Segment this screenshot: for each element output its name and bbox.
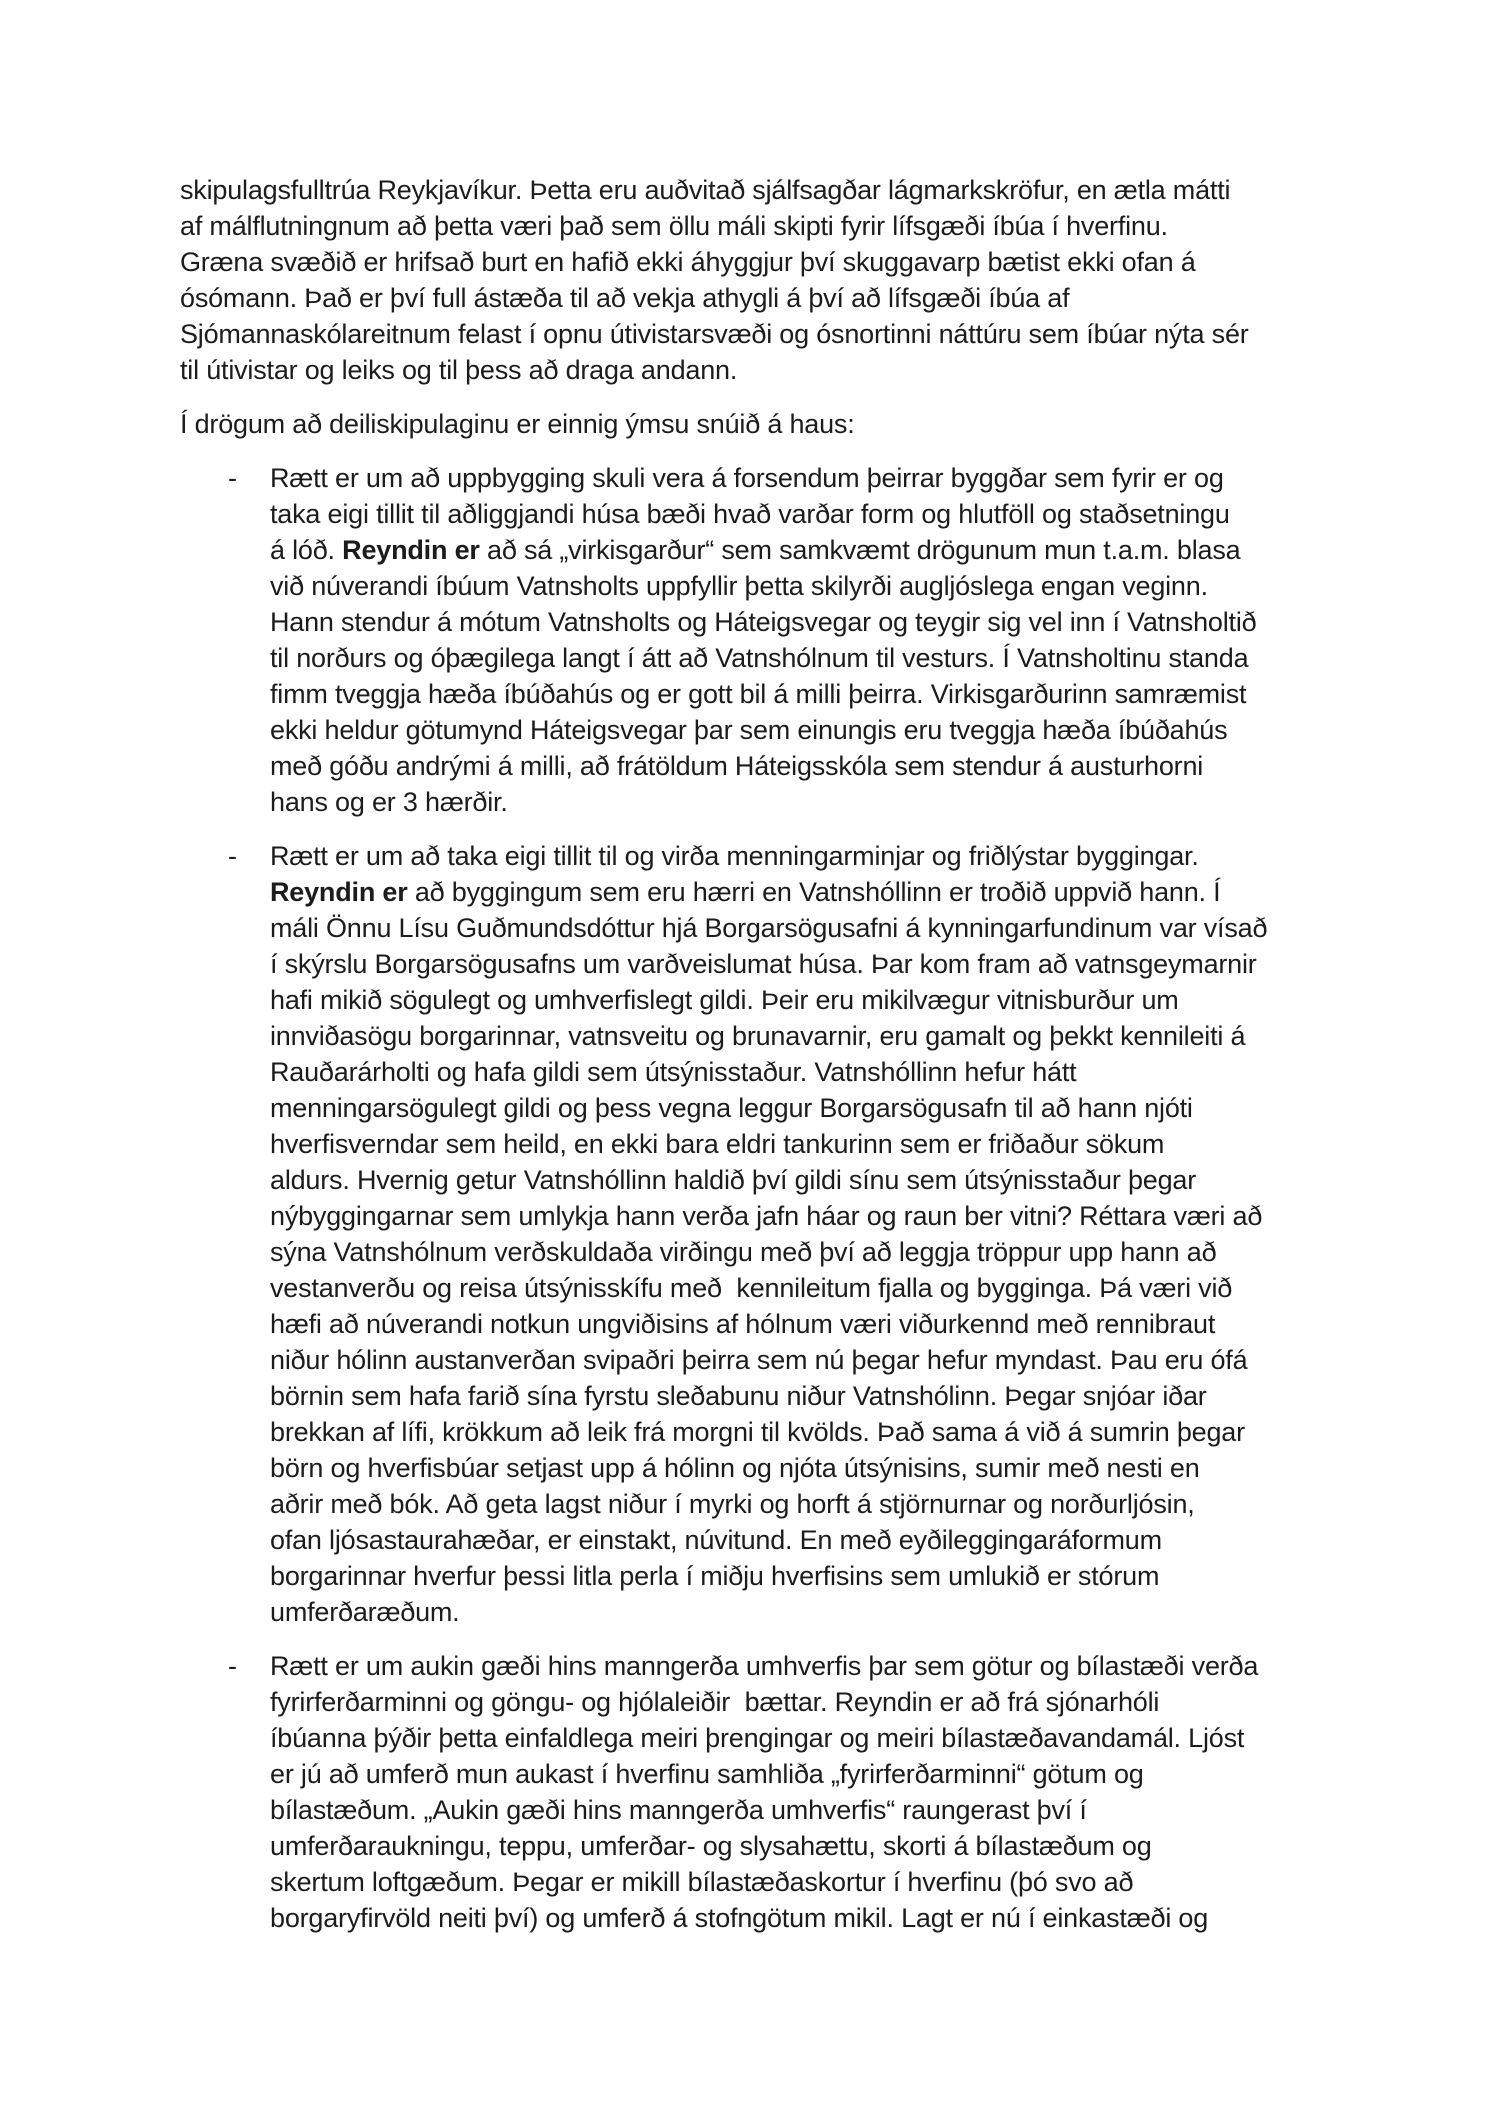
text-segment: íbúanna þýðir þetta einfaldlega meiri þrengingar og meiri bílastæðavandamál. Ljóst — [270, 1723, 1245, 1753]
text-line — [270, 946, 1390, 982]
text-line — [270, 676, 1390, 712]
text-line — [270, 1450, 1390, 1486]
text-segment: borgarinnar hverfur þessi litla perla í miðju hverfisins sem umlukið er stórum — [270, 1561, 1160, 1591]
text-segment: ofan ljósastaurahæðar, er einstakt, núvitund. En með eyðileggingaráformum — [270, 1525, 1162, 1555]
text-line — [180, 244, 1390, 280]
text-line — [270, 982, 1390, 1018]
text-segment: Græna svæðið er hrifsað burt en hafið ekki áhyggjur því skuggavarp bætist ekki ofan á — [180, 247, 1196, 277]
text-line — [270, 1378, 1390, 1414]
paragraph — [180, 406, 1390, 442]
text-segment: börnin sem hafa farið sína fyrstu sleðabunu niður Vatnshólinn. Þegar snjóar iðar — [270, 1381, 1207, 1411]
text-line — [270, 1054, 1390, 1090]
text-segment: Rætt er um að uppbygging skuli vera á forsendum þeirrar byggðar sem fyrir er og — [270, 463, 1224, 493]
text-line — [270, 1198, 1390, 1234]
text-line — [270, 1162, 1390, 1198]
bold-text: Reyndin er — [270, 877, 408, 907]
text-line — [270, 1414, 1390, 1450]
bullet-item — [180, 460, 1390, 820]
text-line — [270, 1090, 1390, 1126]
text-line — [270, 1828, 1390, 1864]
text-line — [270, 1594, 1390, 1630]
text-segment: Rauðarárholti og hafa gildi sem útsýnisstaður. Vatnshóllinn hefur hátt — [270, 1057, 1077, 1087]
text-line — [270, 1756, 1390, 1792]
text-line — [270, 460, 1390, 496]
text-segment: niður hólinn austanverðan svipaðri þeirra sem nú þegar hefur myndast. Þau eru ófá — [270, 1345, 1248, 1375]
text-line — [180, 172, 1390, 208]
text-segment: til útivistar og leiks og til þess að draga andann. — [180, 355, 738, 385]
text-segment: taka eigi tillit til aðliggjandi húsa bæði hvað varðar form og hlutföll og staðsetningu — [270, 499, 1230, 529]
text-line — [270, 568, 1390, 604]
text-segment: að byggingum sem eru hærri en Vatnshóllinn er troðið uppvið hann. Í — [407, 877, 1221, 907]
text-line — [270, 1306, 1390, 1342]
text-line — [180, 208, 1390, 244]
text-line — [270, 748, 1390, 784]
text-line — [270, 1126, 1390, 1162]
bullet-item — [180, 838, 1390, 1630]
text-segment: aðrir með bók. Að geta lagst niður í myrki og horft á stjörnurnar og norðurljósin, — [270, 1489, 1195, 1519]
text-line — [270, 1342, 1390, 1378]
text-line — [180, 406, 1390, 442]
text-line — [270, 1684, 1390, 1720]
text-segment: á lóð. — [270, 535, 343, 565]
text-line — [270, 496, 1390, 532]
text-line — [180, 352, 1390, 388]
text-segment: Hann stendur á mótum Vatnsholts og Háteigsvegar og teygir sig vel inn í Vatnsholtið — [270, 607, 1257, 637]
text-line — [270, 910, 1390, 946]
text-segment: hafi mikið sögulegt og umhverfislegt gildi. Þeir eru mikilvægur vitnisburður um — [270, 985, 1179, 1015]
text-segment: Rætt er um aukin gæði hins manngerða umhverfis þar sem götur og bílastæði verða — [270, 1651, 1259, 1681]
text-segment: umferðaraukningu, teppu, umferðar- og slysahættu, skorti á bílastæðum og — [270, 1831, 1152, 1861]
text-line — [270, 1720, 1390, 1756]
text-line — [270, 1648, 1390, 1684]
text-line — [270, 640, 1390, 676]
text-segment: hans og er 3 hærðir. — [270, 787, 508, 817]
text-segment: ekki heldur götumynd Háteigsvegar þar sem einungis eru tveggja hæða íbúðahús — [270, 715, 1228, 745]
text-line — [270, 1234, 1390, 1270]
document-body — [180, 172, 1390, 1954]
text-segment: brekkan af lífi, krökkum að leik frá morgni til kvölds. Það sama á við á sumrin þegar — [270, 1417, 1245, 1447]
text-segment: innviðasögu borgarinnar, vatnsveitu og brunavarnir, eru gamalt og þekkt kennileiti á — [270, 1021, 1246, 1051]
text-segment: með góðu andrými á milli, að frátöldum Háteigsskóla sem stendur á austurhorni — [270, 751, 1204, 781]
text-segment: borgaryfirvöld neiti því) og umferð á stofngötum mikil. Lagt er nú í einkastæði og — [270, 1903, 1209, 1933]
text-segment: börn og hverfisbúar setjast upp á hólinn og njóta útsýnisins, sumir með nesti en — [270, 1453, 1200, 1483]
text-line — [270, 604, 1390, 640]
text-segment: við núverandi íbúum Vatnsholts uppfyllir þetta skilyrði augljóslega engan veginn. — [270, 571, 1208, 601]
text-segment: umferðaræðum. — [270, 1597, 460, 1627]
text-line — [270, 1270, 1390, 1306]
text-line — [180, 280, 1390, 316]
text-segment: bílastæðum. „Aukin gæði hins manngerða umhverfis“ raungerast því í — [270, 1795, 1087, 1825]
text-segment: máli Önnu Lísu Guðmundsdóttur hjá Borgarsögusafni á kynningarfundinum var vísað — [270, 913, 1268, 943]
text-segment: skertum loftgæðum. Þegar er mikill bílastæðaskortur í hverfinu (þó svo að — [270, 1867, 1134, 1897]
text-line — [270, 838, 1390, 874]
text-segment: ósómann. Það er því full ástæða til að vekja athygli á því að lífsgæði íbúa af — [180, 283, 1070, 313]
text-segment: er jú að umferð mun aukast í hverfinu samhliða „fyrirferðarminni“ götum og — [270, 1759, 1144, 1789]
text-segment: fyrirferðarminni og göngu- og hjólaleiðir bættar. Reyndin er að frá sjónarhóli — [270, 1687, 1160, 1717]
text-segment: Í drögum að deiliskipulaginu er einnig ýmsu snúið á haus: — [180, 409, 855, 439]
bold-text: Reyndin er — [342, 535, 480, 565]
text-segment: fimm tveggja hæða íbúðahús og er gott bil á milli þeirra. Virkisgarðurinn samræmist — [270, 679, 1247, 709]
text-line — [270, 1558, 1390, 1594]
bullet-item — [180, 1648, 1390, 1936]
text-line — [270, 874, 1390, 910]
text-line — [270, 1792, 1390, 1828]
text-segment: í skýrslu Borgarsögusafns um varðveislumat húsa. Þar kom fram að vatnsgeymarnir — [270, 949, 1257, 979]
text-segment: Sjómannaskólareitnum felast í opnu útivistarsvæði og ósnortinni náttúru sem íbúar nýta sér — [180, 319, 1249, 349]
text-line — [270, 1018, 1390, 1054]
text-line — [180, 316, 1390, 352]
bullet-dash: - — [228, 841, 237, 871]
text-segment: vestanverðu og reisa útsýnisskífu með kennileitum fjalla og bygginga. Þá væri við — [270, 1273, 1233, 1303]
text-segment: skipulagsfulltrúa Reykjavíkur. Þetta eru auðvitað sjálfsagðar lágmarkskröfur, en ætla mátti — [180, 175, 1231, 205]
text-segment: af málflutningnum að þetta væri það sem öllu máli skipti fyrir lífsgæði íbúa í hverfinu. — [180, 211, 1168, 241]
text-segment: Rætt er um að taka eigi tillit til og virða menningarminjar og friðlýstar byggingar. — [270, 841, 1199, 871]
text-segment: aldurs. Hvernig getur Vatnshóllinn haldið því gildi sínu sem útsýnisstaður þegar — [270, 1165, 1197, 1195]
text-segment: menningarsögulegt gildi og þess vegna leggur Borgarsögusafn til að hann njóti — [270, 1093, 1193, 1123]
text-line — [270, 712, 1390, 748]
text-segment: hverfisverndar sem heild, en ekki bara eldri tankurinn sem er friðaður sökum — [270, 1129, 1165, 1159]
bullet-dash: - — [228, 463, 237, 493]
bullet-dash: - — [228, 1651, 237, 1681]
text-segment: hæfi að núverandi notkun ungviðisins af hólnum væri viðurkennd með rennibraut — [270, 1309, 1216, 1339]
paragraph — [180, 172, 1390, 388]
text-line — [270, 1864, 1390, 1900]
text-line — [270, 532, 1390, 568]
text-segment: nýbyggingarnar sem umlykja hann verða jafn háar og raun ber vitni? Réttara væri að — [270, 1201, 1263, 1231]
text-line — [270, 1522, 1390, 1558]
text-line — [270, 784, 1390, 820]
text-segment: sýna Vatnshólnum verðskuldaða virðingu með því að leggja tröppur upp hann að — [270, 1237, 1217, 1267]
text-segment: að sá „virkisgarður“ sem samkvæmt drögunum mun t.a.m. blasa — [479, 535, 1241, 565]
text-segment: til norðurs og óþægilega langt í átt að Vatnshólnum til vesturs. Í Vatnsholtinu standa — [270, 643, 1249, 673]
text-line — [270, 1486, 1390, 1522]
text-line — [270, 1900, 1390, 1936]
